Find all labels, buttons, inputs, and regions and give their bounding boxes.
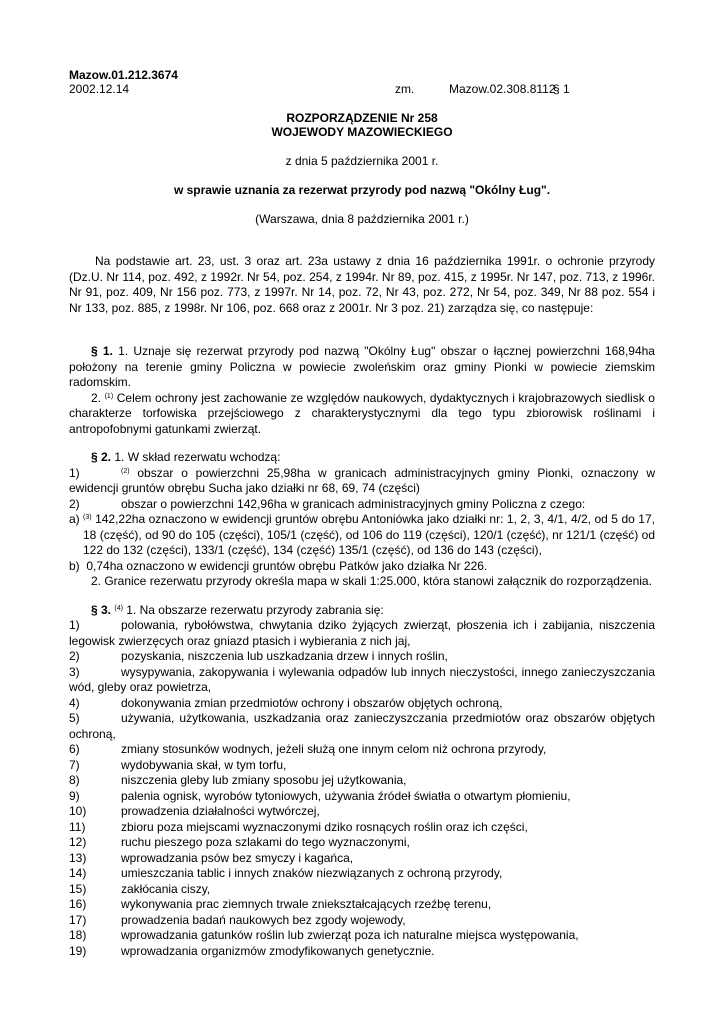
section-2-point-2: 2. Granice rezerwatu przyrody określa mapa w skali 1:25.000, która stanowi załącznik do rozporządzenia. — [91, 574, 652, 588]
prohibition-item — [69, 866, 655, 882]
prohibition-item-text: używania, użytkowania, uszkadzania oraz zanieczyszczania przedmiotów oraz obszarów objętych ochroną, — [69, 711, 655, 741]
subitem-a-label: a) — [69, 512, 80, 526]
prohibition-item-number: 11) — [69, 819, 86, 834]
prohibition-item — [69, 913, 655, 929]
prohibition-item-number: 17) — [69, 912, 87, 927]
subitem-b-text: 0,74ha oznaczono w ewidencji gruntów obrębu Patków jako działka Nr 226. — [86, 558, 488, 573]
prohibition-item-text: prowadzenia badań naukowych bez zgody wojewody, — [121, 912, 406, 927]
publication-place-date: (Warszawa, dnia 8 października 2001 r.) — [255, 212, 469, 226]
prohibition-item — [69, 742, 655, 758]
section-1-label: § 1. — [91, 344, 113, 358]
legal-basis-paragraph: Na podstawie art. 23, ust. 3 oraz art. 23a ustawy z dnia 16 października 1991r. o ochronie przyrody (Dz.U. Nr 114, poz. 492, z 1992r. Nr 54, poz. 254, z 1994r. Nr 89, poz. 415, z 1995r. Nr 147, poz. 713, z 1996r. Nr 91, poz. 409, Nr 156 poz. 773, z 1997r. Nr 14, poz. 72, Nr 43, poz. 272, Nr 54, poz. 349, Nr 88 poz. 554 i Nr 133, poz. 885, z 1998r. Nr 106, poz. 668 oraz z 2001r. Nr 3 poz. 21) zarządza się, co następuje: — [69, 254, 655, 315]
section-2-label: § 2. — [91, 450, 112, 464]
prohibition-item-number: 2) — [69, 649, 80, 663]
prohibitions-list — [69, 618, 655, 959]
prohibition-item-text: umieszczania tablic i innych znaków niezwiązanych z ochroną przyrody, — [121, 866, 503, 880]
prohibition-item-text: zakłócania ciszy, — [121, 881, 211, 896]
prohibition-item-text: palenia ognisk, wyrobów tytoniowych, używania źródeł światła o otwartym płomieniu, — [121, 788, 571, 803]
prohibition-item-number: 16) — [69, 897, 87, 911]
prohibition-item — [69, 928, 655, 944]
prohibition-item-text: wykonywania prac ziemnych trwale zniekształcających rzeźbę terenu, — [121, 897, 492, 911]
footnote-marker-1: (1) — [104, 392, 114, 400]
section-2-subitem-a — [69, 512, 655, 559]
subitem-a-text: 142,22ha oznaczono w ewidencji gruntów obrębu Antoniówka jako działki nr: 1, 2, 3, 4/1, 4/2, od 5 do 17, 18 (część), od 90 do 105 (części), 105/1 (część), od 106 do 119 (części), 120/1 (część), nr 121/1 (część) od 122 do 132 (części), 133/1 (część), 134 (część) 135/1 (część), od 136 do 143 (części), — [83, 512, 655, 557]
prohibition-item — [69, 789, 655, 805]
document-title — [69, 111, 655, 139]
prohibition-item-number: 3) — [69, 664, 80, 679]
prohibition-item-number: 10) — [69, 804, 87, 818]
prohibition-item-text: wydobywania skał, w tym torfu, — [121, 757, 287, 772]
section-2-item-1 — [69, 466, 655, 497]
prohibition-item — [69, 665, 655, 696]
prohibition-item — [69, 851, 655, 867]
section-2-intro-text: 1. W skład rezerwatu wchodzą: — [114, 450, 281, 464]
prohibition-item — [69, 897, 655, 913]
prohibition-item-text: polowania, rybołówstwa, chwytania dziko żyjących zwierząt, płoszenia ich i zabijania, niszczenia legowisk zwierzęcych oraz gniazd ptasich i wybierania z nich jaj, — [69, 618, 655, 648]
title-line-1: ROZPORZĄDZENIE Nr 258 — [286, 111, 438, 125]
prohibition-item-number: 8) — [69, 773, 80, 787]
section-2-item-2-text: obszar o powierzchni 142,96ha w granicach administracyjnych gminy Policzna z czego: — [121, 496, 586, 511]
prohibition-item-text: wysypywania, zakopywania i wylewania odpadów lub innych nieczystości, innego zanieczyszczania wód, gleby oraz powietrza, — [69, 664, 655, 694]
prohibition-item-text: wprowadzania gatunków roślin lub zwierząt poza ich naturalne miejsca występowania, — [121, 928, 579, 942]
amendment-paragraph: § 1 — [553, 82, 570, 96]
footnote-marker-4: (4) — [114, 604, 123, 612]
prohibition-item-number: 19) — [69, 943, 87, 958]
prohibition-item — [69, 835, 655, 851]
prohibition-item-number: 6) — [69, 742, 80, 756]
prohibition-item — [69, 711, 655, 742]
section-1-point-1-text: 1. Uznaje się rezerwat przyrody pod nazwą "Okólny Ług" obszar o łącznej powierzchni 168,94ha położony na terenie gminy Policzna w powiecie zwoleńskim oraz gminy Pionki w powiecie ziemskim radomskim. — [69, 344, 655, 389]
prohibition-item-number: 4) — [69, 695, 80, 710]
section-1-point-2 — [69, 391, 655, 438]
prohibition-item — [69, 649, 655, 665]
prohibition-item-number: 18) — [69, 928, 87, 942]
prohibition-item-number: 15) — [69, 881, 87, 896]
footnote-marker-2: (2) — [121, 467, 130, 475]
prohibition-item-text: dokonywania zmian przedmiotów ochrony i obszarów objętych ochroną, — [121, 695, 503, 710]
section-1-point-2-number: 2. — [91, 390, 102, 405]
prohibition-item-number: 13) — [69, 850, 87, 865]
prohibition-item-number: 12) — [69, 835, 87, 849]
section-1-point-2-text: Celem ochrony jest zachowanie ze względów naukowych, dydaktycznych i krajobrazowych siedlisk o charakterze torfowiska przejściowego z charakterystycznymi dla tego typu zbiorowisk roślinami i antropofobnymi gatunkami zwierząt. — [69, 390, 655, 436]
subitem-b-label: b) — [69, 558, 80, 573]
prohibition-item — [69, 820, 655, 836]
prohibition-item — [69, 804, 655, 820]
amendment-label: zm. — [395, 82, 415, 96]
section-2-item-1-text: obszar o powierzchni 25,98ha w granicach administracyjnych gminy Pionki, oznaczony w ewidencji gruntów obrębu Sucha jako działki nr 68, 69, 74 (części) — [69, 465, 655, 495]
issue-date: z dnia 5 października 2001 r. — [285, 154, 439, 168]
prohibition-item — [69, 618, 655, 649]
section-3-label: § 3. — [91, 602, 112, 617]
section-3-intro-text: 1. Na obszarze rezerwatu przyrody zabrania się: — [126, 602, 384, 617]
prohibition-item-text: ruchu pieszego poza szlakami do tego wyznaczonymi, — [121, 835, 410, 849]
document-page — [69, 68, 655, 959]
prohibition-item — [69, 944, 655, 960]
section-1-point-1 — [69, 344, 655, 391]
prohibition-item-text: pozyskania, niszczenia lub uszkadzania drzew i innych roślin, — [121, 649, 448, 663]
section-2-item-2 — [69, 497, 655, 513]
footnote-marker-3: (3) — [83, 514, 92, 521]
document-date: 2002.12.14 — [69, 82, 130, 96]
prohibition-item-number: 14) — [69, 866, 87, 880]
prohibition-item-text: zbioru poza miejscami wyznaczonymi dziko rosnących roślin oraz ich części, — [121, 819, 528, 834]
prohibition-item — [69, 882, 655, 898]
prohibition-item-text: niszczenia gleby lub zmiany sposobu jej użytkowania, — [121, 773, 407, 787]
prohibition-item — [69, 758, 655, 774]
section-2-intro — [69, 450, 655, 466]
header-row — [69, 82, 655, 96]
prohibition-item-text: zmiany stosunków wodnych, jeżeli służą one innym celom niż ochrona przyrody, — [121, 742, 547, 756]
prohibition-item-number: 9) — [69, 788, 80, 803]
prohibition-item-text: prowadzenia działalności wytwórczej, — [121, 804, 320, 818]
amendment-reference: Mazow.02.308.8112 — [449, 82, 556, 96]
prohibition-item — [69, 696, 655, 712]
prohibition-item — [69, 773, 655, 789]
section-2-item-2-number: 2) — [69, 496, 80, 511]
document-code: Mazow.01.212.3674 — [69, 68, 178, 82]
section-2-item-1-number: 1) — [69, 465, 80, 480]
prohibition-item-number: 5) — [69, 711, 80, 725]
prohibition-item-number: 1) — [69, 618, 80, 632]
prohibition-item-text: wprowadzania psów bez smyczy i kagańca, — [121, 850, 354, 865]
section-3-intro — [69, 603, 655, 619]
section-2-subitem-b — [69, 559, 655, 575]
document-subject: w sprawie uznania za rezerwat przyrody pod nazwą "Okólny Ług". — [173, 183, 551, 197]
title-line-2: WOJEWODY MAZOWIECKIEGO — [271, 125, 453, 139]
prohibition-item-number: 7) — [69, 757, 80, 772]
prohibition-item-text: wprowadzania organizmów zmodyfikowanych genetycznie. — [121, 943, 435, 958]
